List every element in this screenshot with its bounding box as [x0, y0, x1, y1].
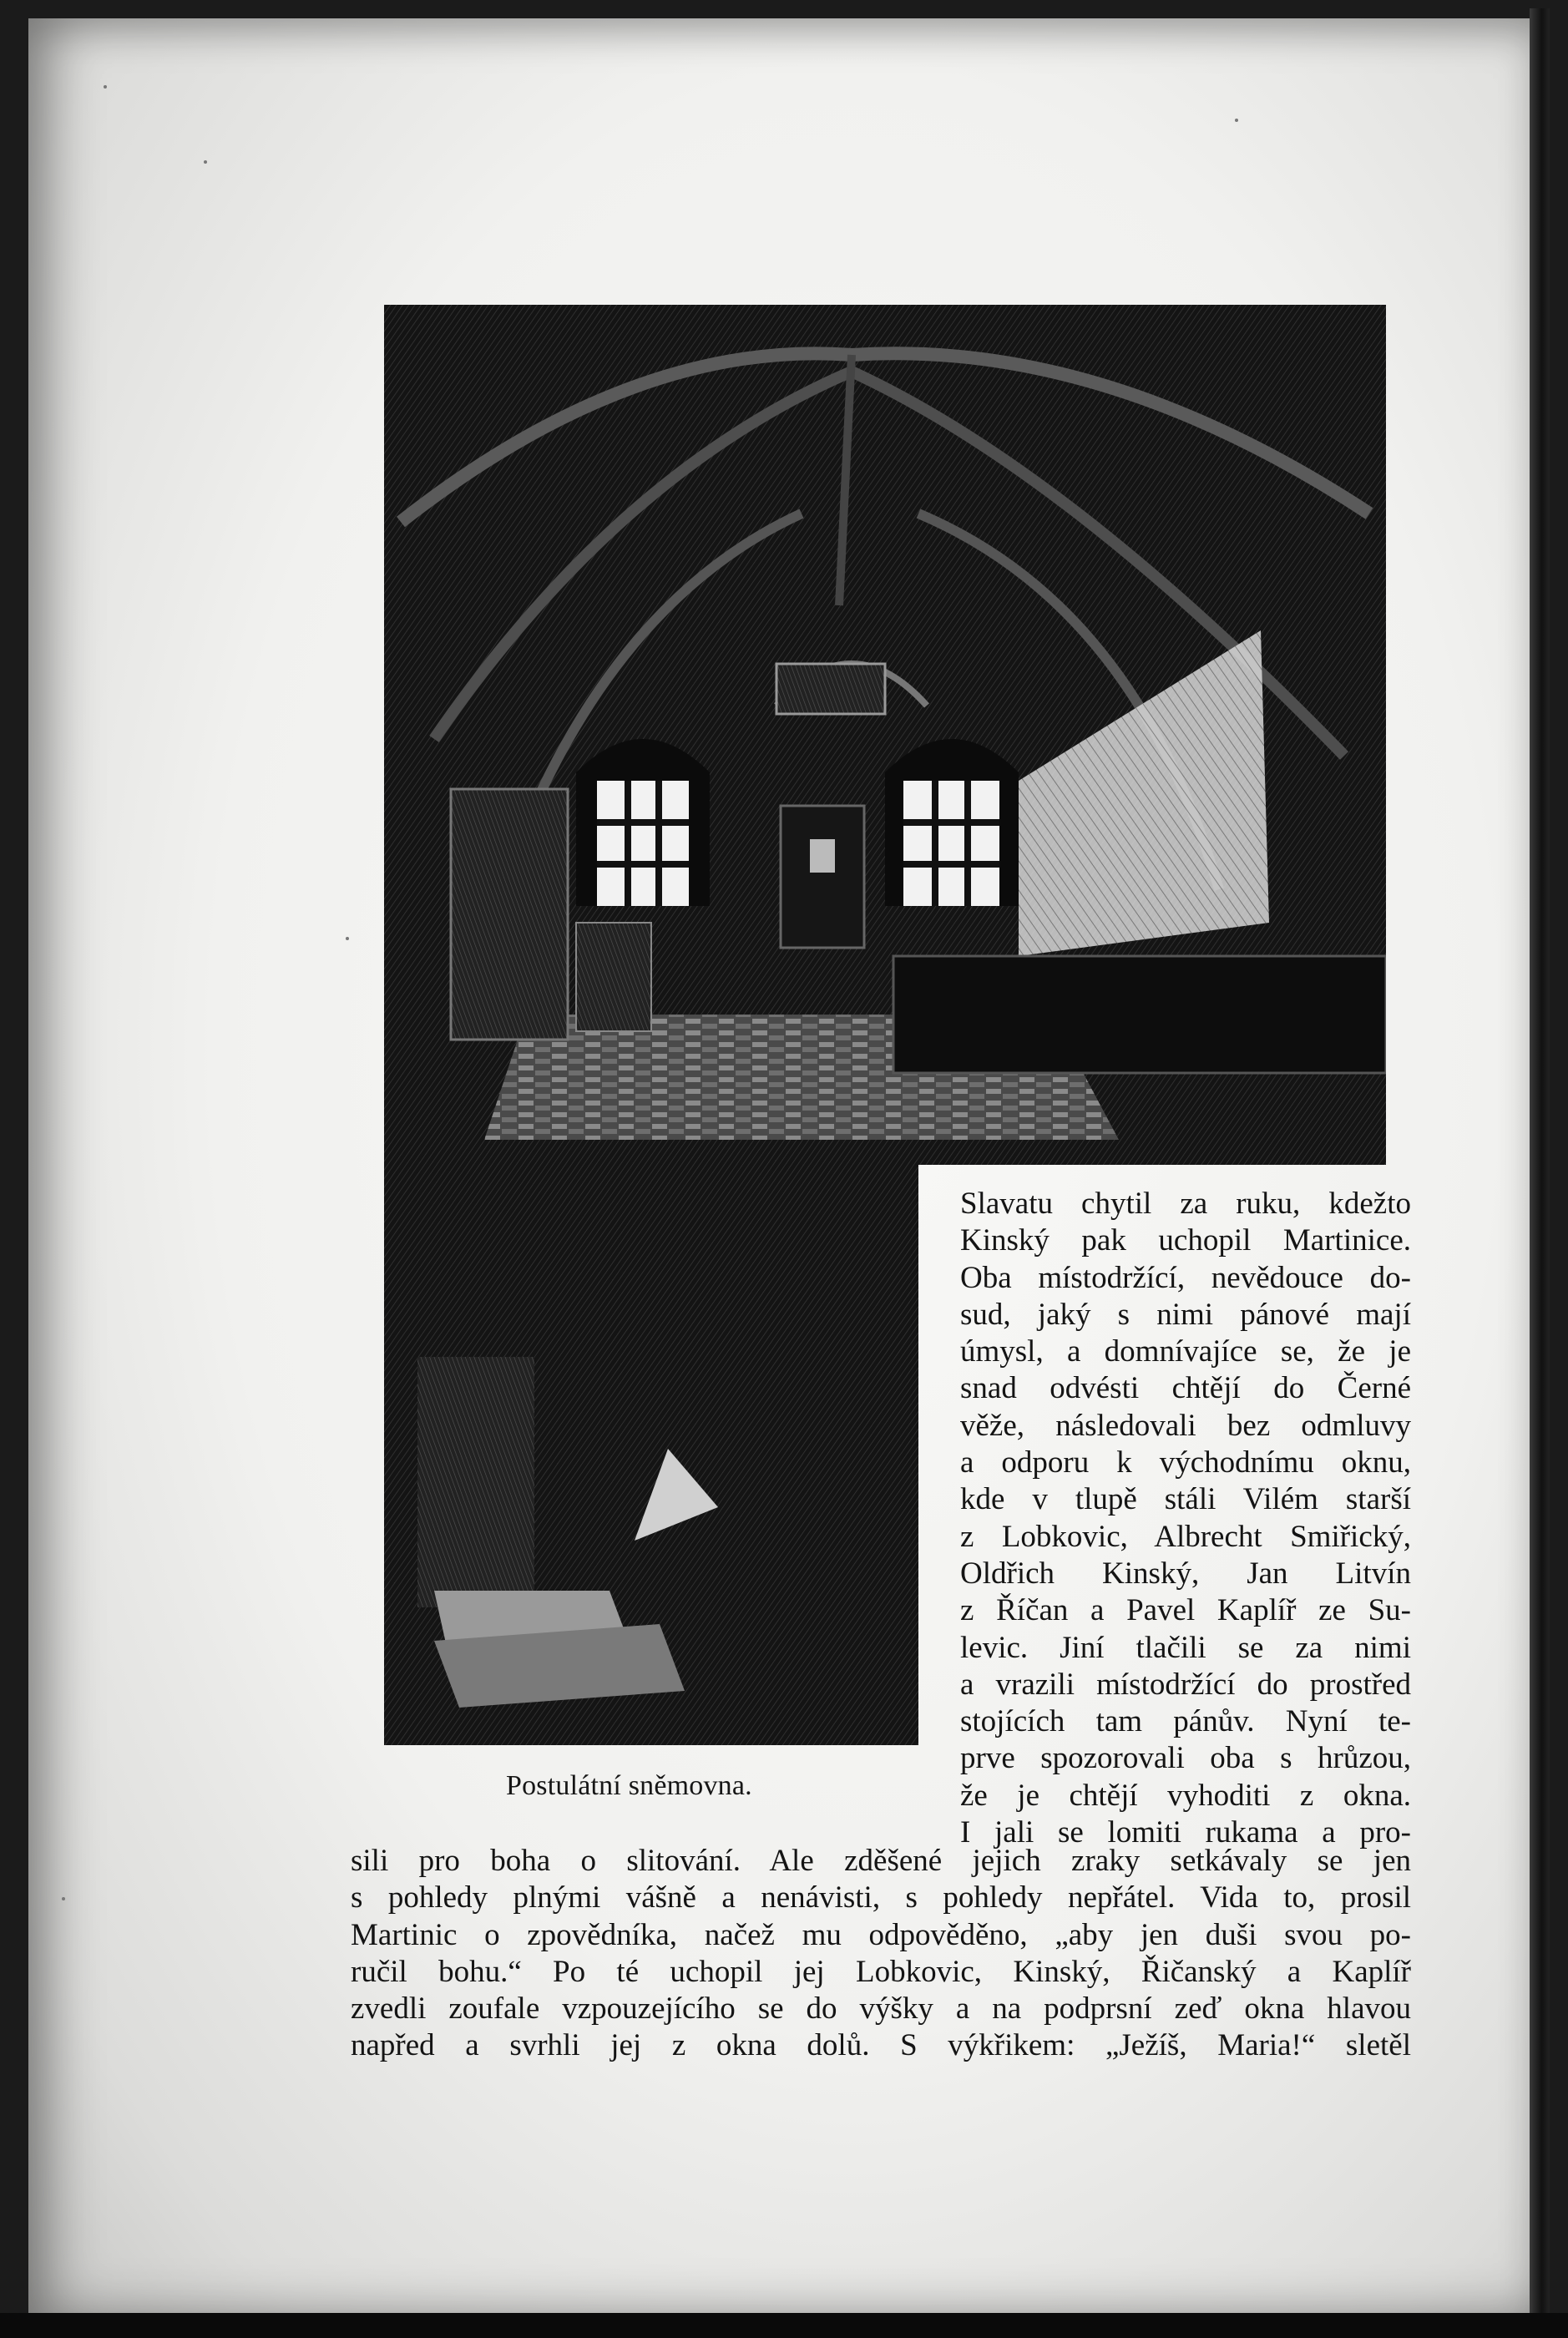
scan-bottom-edge [0, 2313, 1568, 2338]
text-line: levic. Jiní tlačili se za nimi [960, 1630, 1411, 1665]
text-line: a vrazili místodržící do prostřed [960, 1667, 1411, 1702]
text-full-width [351, 1843, 1411, 2065]
chair [576, 923, 651, 1031]
text-column [960, 1186, 1411, 1851]
paper-speck [1235, 119, 1238, 122]
text-line: I jali se lomiti rukama a pro- [960, 1815, 1411, 1850]
text-line: kde v tlupě stáli Vilém starší [960, 1482, 1411, 1517]
bench [893, 956, 1386, 1073]
window-right [903, 781, 999, 906]
text-line: úmysl, a domnívajíce se, že je [960, 1334, 1411, 1369]
text-line: Oba místodržící, nevědouce do- [960, 1260, 1411, 1295]
text-line: Kinský pak uchopil Martinice. [960, 1223, 1411, 1258]
throne-emblem [810, 839, 835, 873]
side-cabinet [451, 789, 568, 1040]
text-line: stojících tam pánův. Nyní te- [960, 1704, 1411, 1739]
text-line: že je chtějí vyhoditi z okna. [960, 1778, 1411, 1813]
window-left [597, 781, 689, 906]
paper-speck [204, 160, 207, 164]
text-line: z Lobkovic, Albrecht Smiřický, [960, 1519, 1411, 1554]
illustration-caption: Postulátní sněmovna. [506, 1770, 752, 1801]
text-line: Martinic o zpovědníka, načež mu odpověděno, „aby jen duši svou po- [351, 1917, 1411, 1952]
paper-speck [104, 85, 107, 89]
chandelier [776, 664, 885, 714]
throne [781, 806, 864, 948]
text-line: Slavatu chytil za ruku, kdežto [960, 1187, 1411, 1221]
text-line: z Říčan a Pavel Kaplíř ze Su- [960, 1593, 1411, 1628]
text-line: prve spozorovali oba s hrůzou, [960, 1741, 1411, 1776]
text-line: zvedli zoufale vzpouzejícího se do výšky a na podprsní zeď okna hlavou [351, 1991, 1411, 2027]
stair-wall [417, 1357, 534, 1607]
text-line: napřed a svrhli jej z okna dolů. S výkřikem: „Ježíš, Maria!“ sletěl [351, 2028, 1411, 2063]
text-line: sili pro boha o slitování. Ale zděšené jejich zraky setkávaly se jen [351, 1844, 1411, 1878]
text-line: s pohledy plnými vášně a nenávisti, s pohledy nepřátel. Vida to, prosil [351, 1880, 1411, 1915]
text-line: snad odvésti chtějí do Černé [960, 1371, 1411, 1406]
text-line: věže, následovali bez odmluvy [960, 1408, 1411, 1443]
text-line: a odporu k východnímu oknu, [960, 1445, 1411, 1480]
paper-speck [346, 937, 349, 940]
text-line: sud, jaký s nimi pánové mají [960, 1297, 1411, 1332]
paper-speck [62, 1897, 65, 1900]
text-line: ručil bohu.“ Po té uchopil jej Lobkovic, Kinský, Řičanský a Kaplíř [351, 1954, 1411, 1989]
text-line: Oldřich Kinský, Jan Litvín [960, 1556, 1411, 1591]
book-spine-edge [1530, 8, 1550, 2321]
